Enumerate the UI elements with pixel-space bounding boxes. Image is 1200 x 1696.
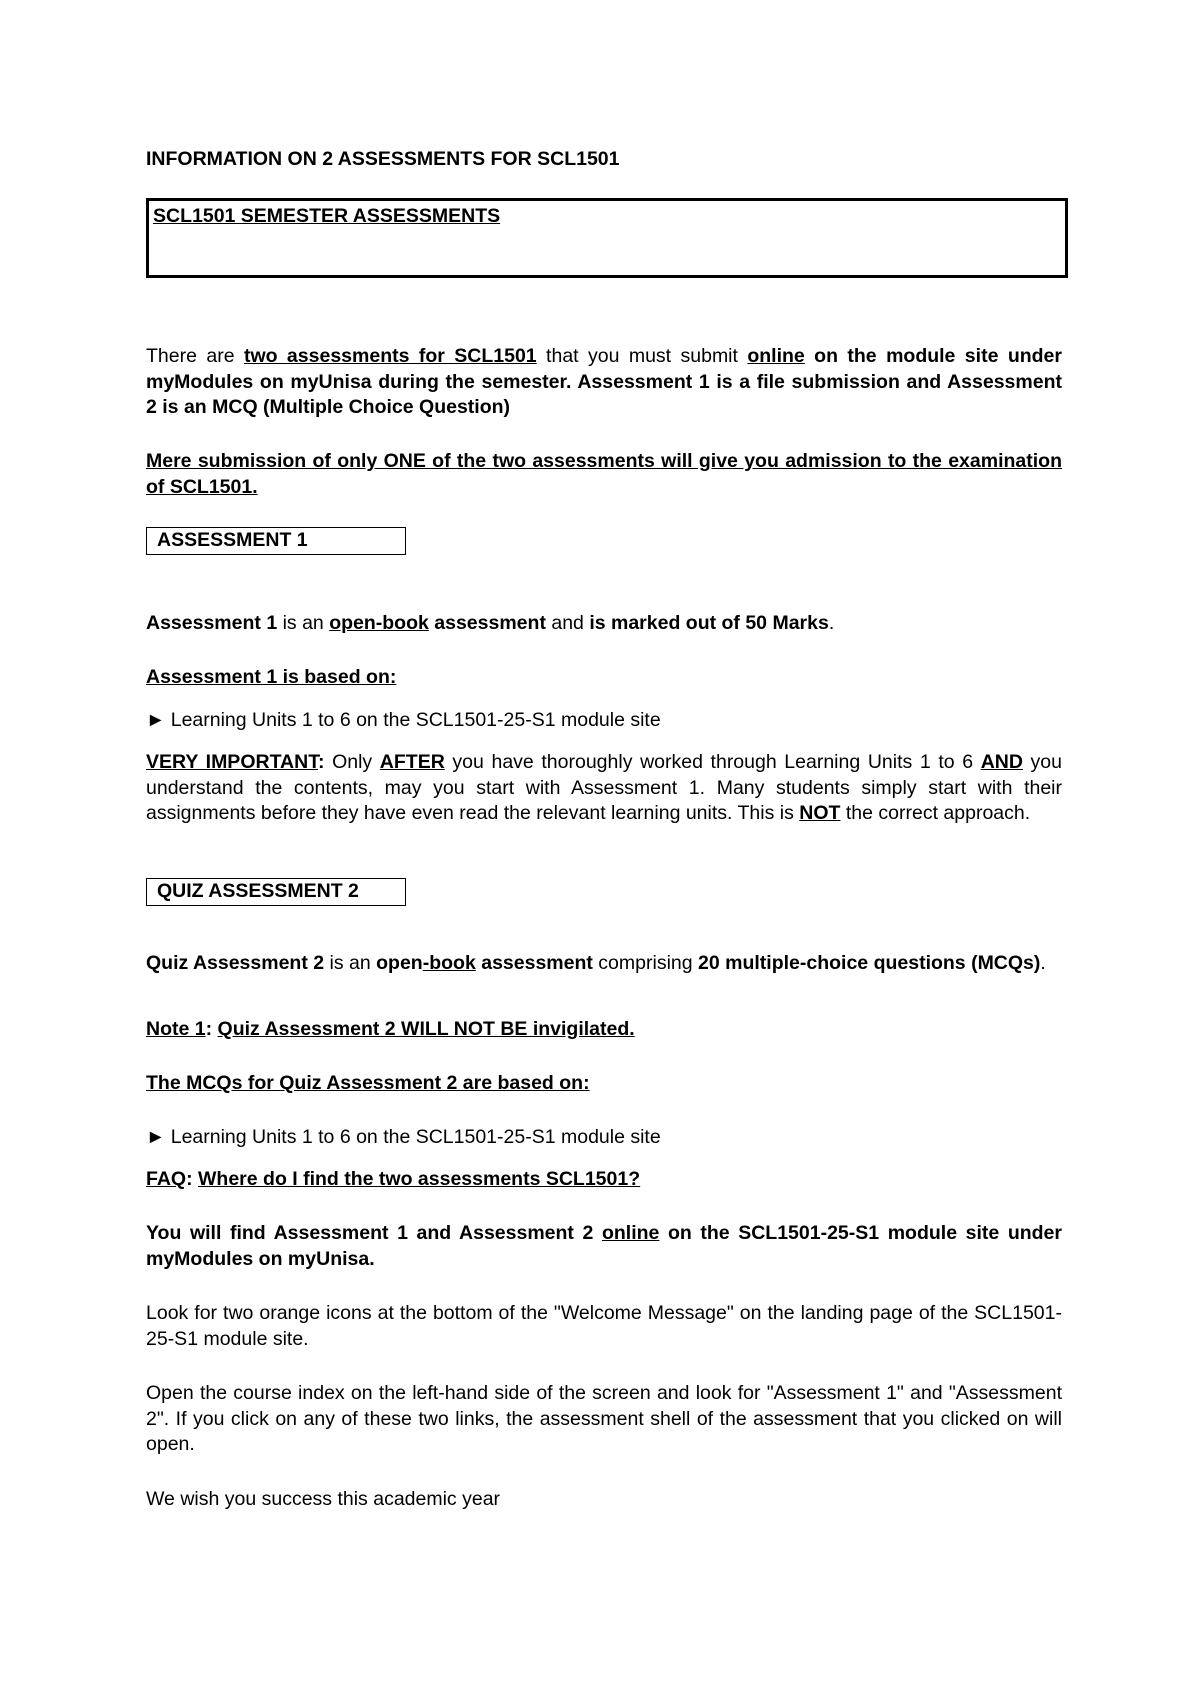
quiz-assessment-2-label: QUIZ ASSESSMENT 2	[146, 878, 406, 906]
very-important-paragraph: VERY IMPORTANT: Only AFTER you have thoroughly worked through Learning Units 1 to 6 AND you understand the contents, may you start with Assessment 1. Many students simply start with their assignments before they have even read the relevant learning units. This is NOT the correct approach.	[146, 751, 1062, 824]
admission-note: Mere submission of only ONE of the two assessments will give you admission to the examination of SCL1501.	[146, 450, 1062, 498]
faq-question: FAQ: Where do I find the two assessments SCL1501?	[146, 1168, 641, 1190]
look-for-icons-paragraph: Look for two orange icons at the bottom of the "Welcome Message" on the landing page of the SCL1501-25-S1 module site.	[146, 1302, 1062, 1350]
closing-line: We wish you success this academic year	[146, 1488, 501, 1510]
assessment-2-based-on: The MCQs for Quiz Assessment 2 are based on:	[146, 1072, 590, 1094]
box-heading: SCL1501 SEMESTER ASSESSMENTS	[153, 205, 501, 227]
assessment-2-description: Quiz Assessment 2 is an open-book assessment comprising 20 multiple-choice questions (MCQs).	[146, 952, 1046, 974]
assessment-1-description: Assessment 1 is an open-book assessment and is marked out of 50 Marks.	[146, 612, 835, 634]
course-index-paragraph: Open the course index on the left-hand side of the screen and look for "Assessment 1" and "Assessment 2". If you click on any of these two links, the assessment shell of the assessment that you clicked on will open.	[146, 1382, 1062, 1455]
assessment-2-bullet: ► Learning Units 1 to 6 on the SCL1501-25-S1 module site	[146, 1126, 661, 1148]
document-title: INFORMATION ON 2 ASSESSMENTS FOR SCL1501	[146, 148, 620, 170]
faq-answer: You will find Assessment 1 and Assessment 2 online on the SCL1501-25-S1 module site under myModules on myUnisa.	[146, 1222, 1062, 1270]
assessment-1-based-on: Assessment 1 is based on:	[146, 666, 397, 688]
intro-paragraph: There are two assessments for SCL1501 that you must submit online on the module site under myModules on myUnisa during the semester. Assessment 1 is a file submission and Assessment 2 is an MCQ (Multiple Choice Question)	[146, 345, 1062, 418]
semester-assessments-box	[146, 198, 1068, 278]
assessment-1-label: ASSESSMENT 1	[146, 527, 406, 555]
assessment-1-bullet: ► Learning Units 1 to 6 on the SCL1501-25-S1 module site	[146, 709, 661, 731]
note-1: Note 1: Quiz Assessment 2 WILL NOT BE invigilated.	[146, 1018, 635, 1040]
